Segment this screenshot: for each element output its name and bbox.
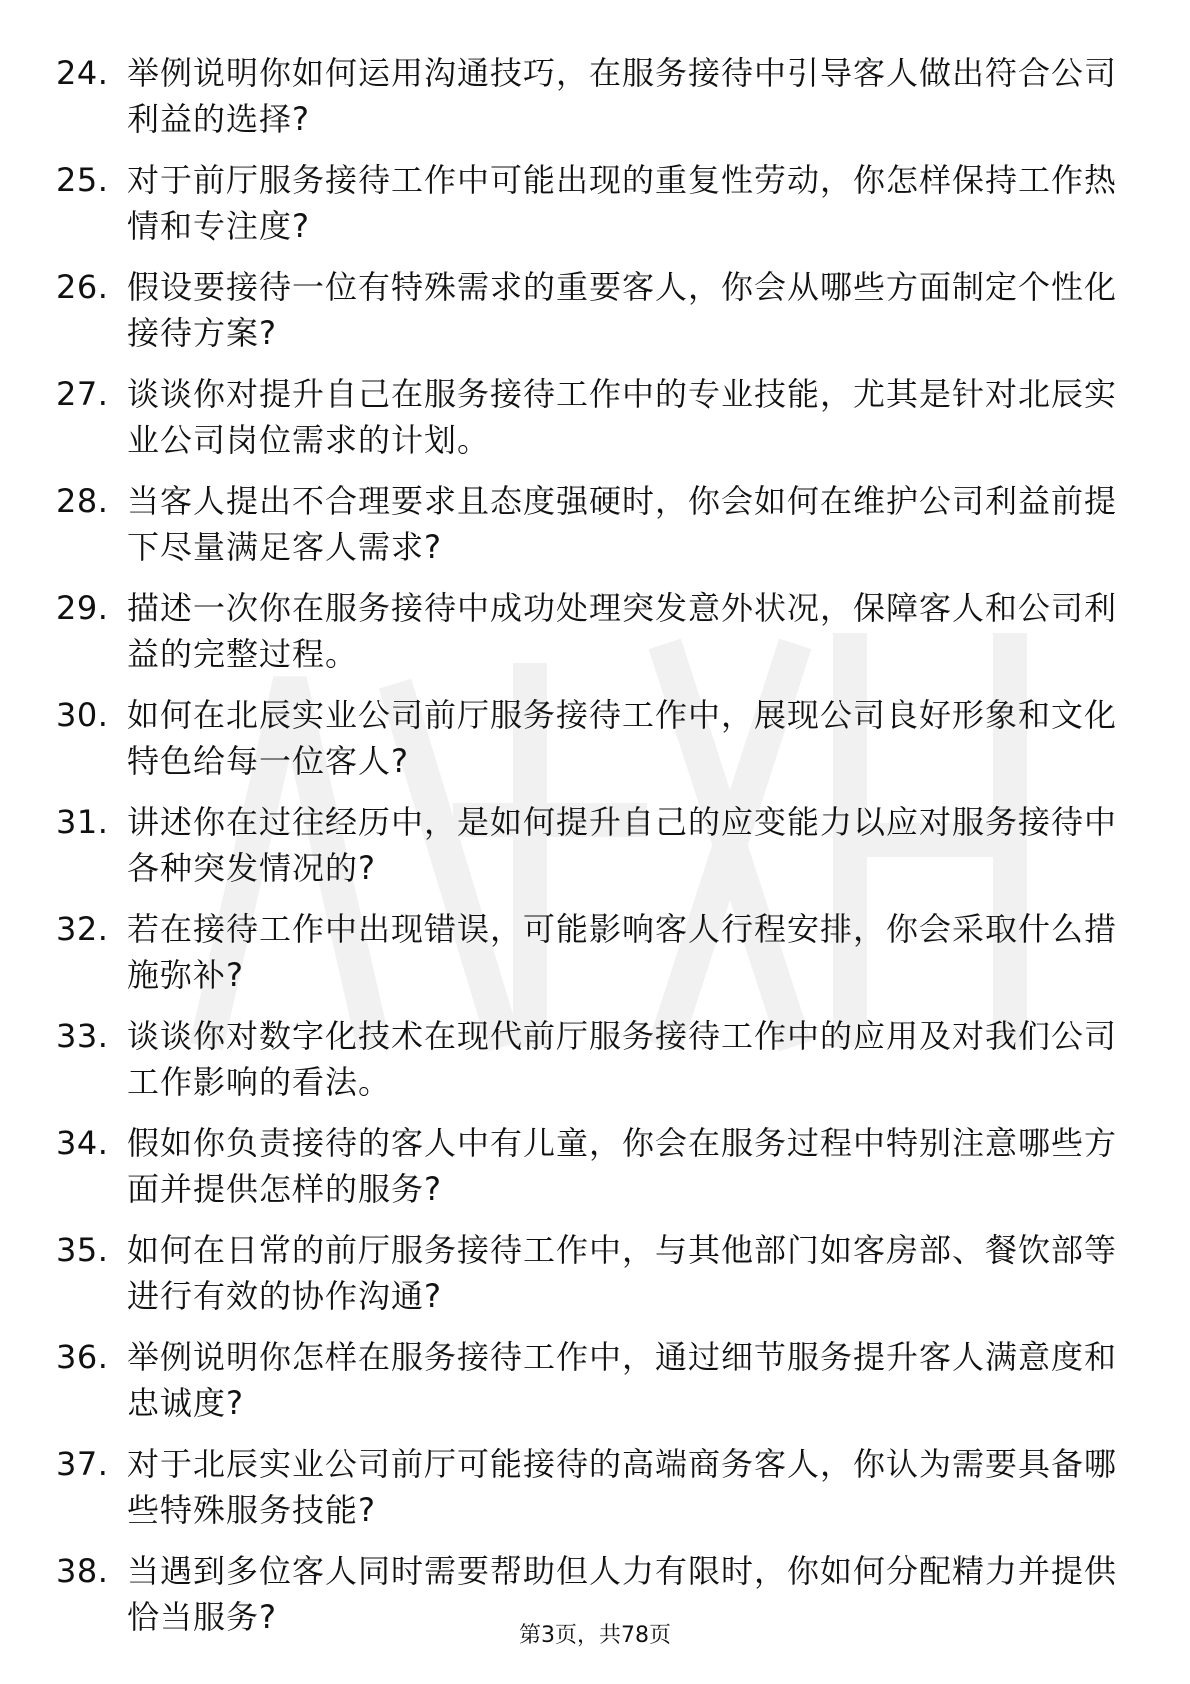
question-number: 30. bbox=[56, 696, 109, 734]
question-item bbox=[0, 585, 1190, 681]
question-item bbox=[0, 157, 1190, 253]
question-text: 如何在日常的前厅服务接待工作中，与其他部门如客房部、餐饮部等进行有效的协作沟通? bbox=[127, 1231, 1118, 1315]
question-item bbox=[0, 1120, 1190, 1216]
question-number: 26. bbox=[56, 268, 109, 306]
question-item bbox=[0, 1441, 1190, 1537]
question-item bbox=[0, 1334, 1190, 1430]
question-number: 32. bbox=[56, 910, 109, 948]
question-text: 对于北辰实业公司前厅可能接待的高端商务客人，你认为需要具备哪些特殊服务技能? bbox=[127, 1445, 1118, 1529]
question-number: 28. bbox=[56, 482, 109, 520]
question-number: 35. bbox=[56, 1231, 109, 1269]
question-text: 举例说明你如何运用沟通技巧，在服务接待中引导客人做出符合公司利益的选择? bbox=[127, 54, 1118, 138]
question-text: 讲述你在过往经历中，是如何提升自己的应变能力以应对服务接待中各种突发情况的? bbox=[127, 803, 1118, 887]
question-item bbox=[0, 478, 1190, 574]
question-text: 若在接待工作中出现错误，可能影响客人行程安排，你会采取什么措施弥补? bbox=[127, 910, 1118, 994]
question-number: 29. bbox=[56, 589, 109, 627]
question-item bbox=[0, 692, 1190, 788]
question-text: 谈谈你对提升自己在服务接待工作中的专业技能，尤其是针对北辰实业公司岗位需求的计划。 bbox=[127, 375, 1118, 459]
question-text: 举例说明你怎样在服务接待工作中，通过细节服务提升客人满意度和忠诚度? bbox=[127, 1338, 1118, 1422]
question-number: 27. bbox=[56, 375, 109, 413]
question-number: 24. bbox=[56, 54, 109, 92]
question-text: 当遇到多位客人同时需要帮助但人力有限时，你如何分配精力并提供恰当服务? bbox=[127, 1552, 1118, 1636]
page-number-label: 第3页，共78页 bbox=[519, 1623, 671, 1648]
question-text: 当客人提出不合理要求且态度强硬时，你会如何在维护公司利益前提下尽量满足客人需求? bbox=[127, 482, 1118, 566]
question-text: 假如你负责接待的客人中有儿童，你会在服务过程中特别注意哪些方面并提供怎样的服务? bbox=[127, 1124, 1118, 1208]
question-number: 37. bbox=[56, 1445, 109, 1483]
question-text: 假设要接待一位有特殊需求的重要客人，你会从哪些方面制定个性化接待方案? bbox=[127, 268, 1118, 352]
question-number: 31. bbox=[56, 803, 109, 841]
question-item bbox=[0, 264, 1190, 360]
page-footer bbox=[0, 1622, 1190, 1650]
question-number: 38. bbox=[56, 1552, 109, 1590]
question-number: 34. bbox=[56, 1124, 109, 1162]
question-item bbox=[0, 371, 1190, 467]
question-text: 描述一次你在服务接待中成功处理突发意外状况，保障客人和公司利益的完整过程。 bbox=[127, 589, 1118, 673]
question-item bbox=[0, 1013, 1190, 1109]
question-number: 36. bbox=[56, 1338, 109, 1376]
question-text: 对于前厅服务接待工作中可能出现的重复性劳动，你怎样保持工作热情和专注度? bbox=[127, 161, 1118, 245]
question-item bbox=[0, 906, 1190, 1002]
question-number: 33. bbox=[56, 1017, 109, 1055]
question-item bbox=[0, 50, 1190, 146]
question-item bbox=[0, 799, 1190, 895]
question-item bbox=[0, 1227, 1190, 1323]
question-list bbox=[0, 50, 1190, 1655]
question-number: 25. bbox=[56, 161, 109, 199]
question-text: 谈谈你对数字化技术在现代前厅服务接待工作中的应用及对我们公司工作影响的看法。 bbox=[127, 1017, 1118, 1101]
question-text: 如何在北辰实业公司前厅服务接待工作中，展现公司良好形象和文化特色给每一位客人? bbox=[127, 696, 1118, 780]
